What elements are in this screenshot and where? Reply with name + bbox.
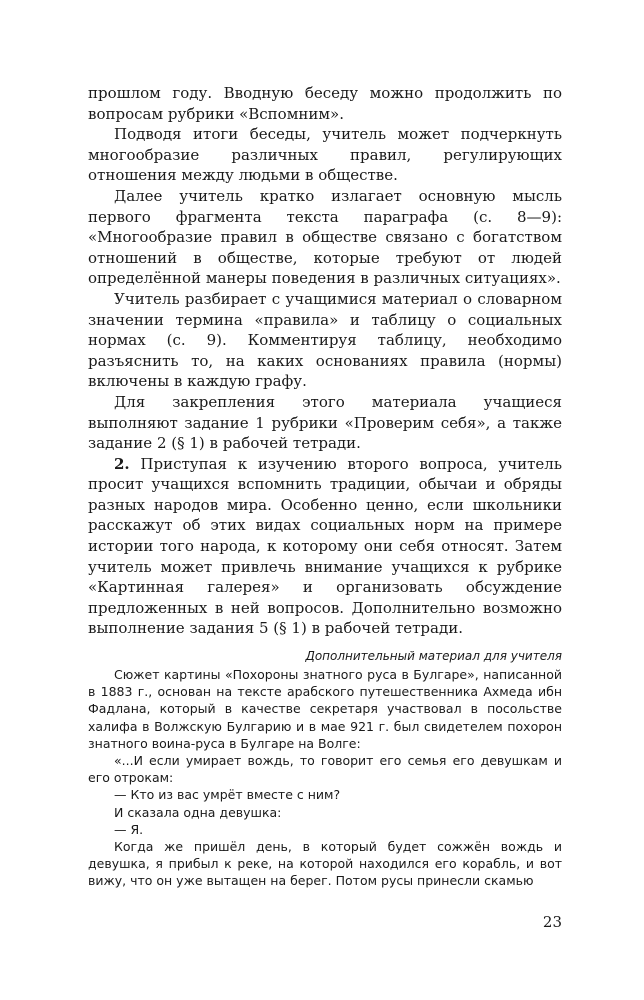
extra-paragraph: — Я. — [114, 821, 144, 837]
extra-material-heading: Дополнительный материал для учителя — [305, 649, 562, 664]
page-content — [88, 83, 562, 890]
paragraph: Учитель разбирает с учащимися материал о словарном значении термина «правила» и таблицу о социальных нормах (с. 9). Комментируя таблицу, необходимо разъяснить то, на каких основаниях правила (нормы) включены в каждую графу. — [88, 289, 562, 391]
paragraph: Для закрепления этого материала учащиеся выполняют задание 1 рубрики «Проверим себя», а также задание 2 (§ 1) в рабочей тетради. — [88, 392, 562, 453]
item-text: Приступая к изучению второго вопроса, учитель просит учащихся вспомнить традиции, обычаи и обряды разных народов мира. Особенно ценно, если школьники расскажут об этих видах социальных норм на примере истории того народа, к которому они себя относят. Затем учитель может привлечь внимание учащихся к рубрике «Картинная галерея» и организовать обсуждение предложенных в ней вопросов. Дополнительно возможно выполнение задания 5 (§ 1) в рабочей тетради. — [88, 454, 562, 638]
extra-paragraph: — Кто из вас умрёт вместе с ним? — [114, 787, 341, 803]
extra-material — [88, 666, 562, 890]
numbered-paragraph — [88, 454, 562, 639]
extra-paragraph: И сказала одна девушка: — [114, 804, 282, 820]
paragraph: Далее учитель кратко излагает основную мысль первого фрагмента текста параграфа (с. 8—9): «Многообразие правил в обществе связано с богатством отношений в обществе, которые требуют от людей определённой манеры поведения в различных ситуациях». — [88, 186, 562, 288]
extra-paragraph: «...И если умирает вождь, то говорит его семья его девушкам и его отрокам: — [88, 753, 562, 786]
extra-paragraph: Когда же пришёл день, в который будет сожжён вождь и девушка, я прибыл к реке, на которой находился его корабль, и вот вижу, что он уже вытащен на берег. Потом русы принесли скамью — [88, 839, 562, 889]
extra-paragraph: Сюжет картины «Похороны знатного руса в Булгаре», написанной в 1883 г., основан на тексте арабского путешественника Ахмеда ибн Фадлана, который в качестве секретаря участвовал в посольстве халифа в Волжскую Булгарию и в мае 921 г. был свидетелем похорон знатного воина-руса в Булгаре на Волге: — [88, 667, 562, 751]
page-number: 23 — [542, 913, 562, 931]
paragraph: Подводя итоги беседы, учитель может подчеркнуть многообразие различных правил, регулирующих отношения между людьми в обществе. — [88, 125, 562, 185]
item-number: 2. — [114, 454, 130, 473]
main-text — [88, 83, 562, 639]
paragraph: прошлом году. Вводную беседу можно продолжить по вопросам рубрики «Вспомним». — [88, 84, 562, 123]
